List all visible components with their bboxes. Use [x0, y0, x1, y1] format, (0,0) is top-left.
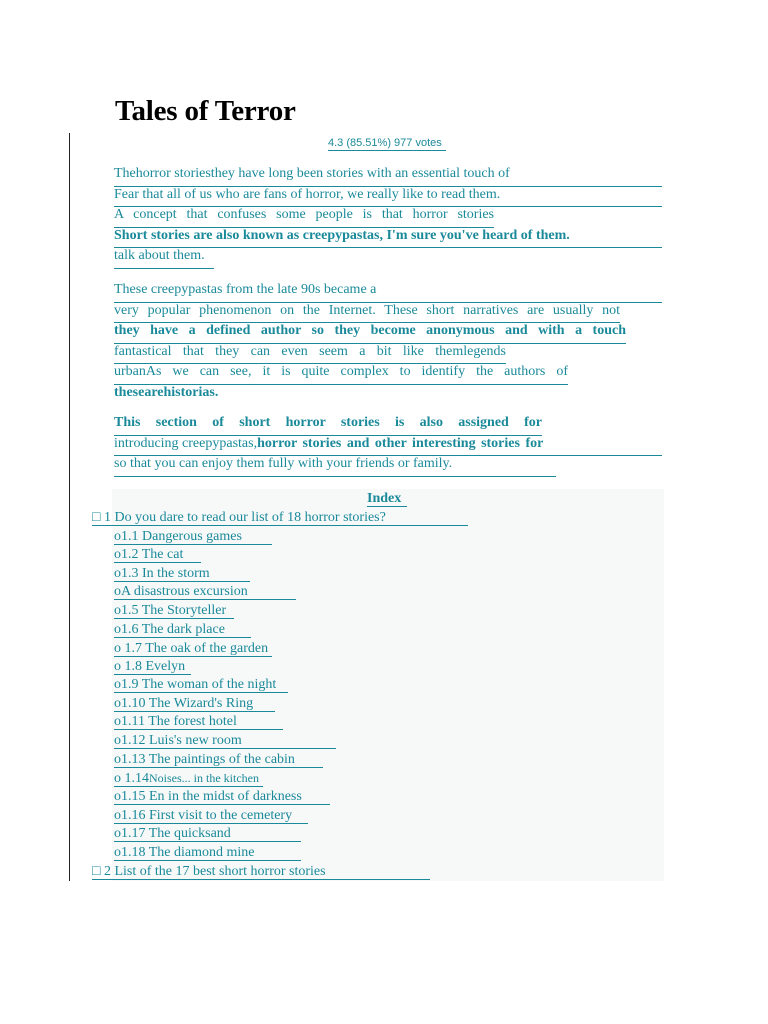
- toc-item[interactable]: o1.6 The dark place: [114, 622, 251, 638]
- intro-paragraph: [114, 166, 662, 269]
- paragraph-line: [114, 436, 662, 457]
- paragraph-line: These creepypastas from the late 90s became a: [114, 282, 662, 303]
- paragraph-line: talk about them.: [114, 248, 214, 269]
- paragraph-text-bold: horror stories and other interesting stories for: [257, 435, 544, 451]
- toc-item-number: o 1.14: [114, 771, 149, 786]
- index-heading[interactable]: Index: [367, 491, 407, 507]
- toc-item[interactable]: o1.15 En in the midst of darkness: [114, 789, 330, 805]
- paragraph-line: Short stories are also known as creepypastas, I'm sure you've heard of them.: [114, 228, 662, 249]
- toc-item-label: Noises... in the kitchen: [149, 771, 259, 785]
- paragraph-line: very popular phenomenon on the Internet. These short narratives are usually not: [114, 303, 620, 324]
- toc-item[interactable]: o1.16 First visit to the cemetery: [114, 808, 308, 824]
- paragraph-line: This section of short horror stories is also assigned for: [114, 415, 542, 436]
- toc-item[interactable]: o1.2 The cat: [114, 547, 201, 563]
- paragraph-line: urbanAs we can see, it is quite complex to identify the authors of: [114, 364, 568, 385]
- toc-item[interactable]: o1.5 The Storyteller: [114, 603, 234, 619]
- paragraph-text: introducing creepypastas,: [114, 435, 258, 451]
- toc-item[interactable]: o 1.7 The oak of the garden: [114, 641, 272, 657]
- toc-item[interactable]: o1.13 The paintings of the cabin: [114, 752, 323, 768]
- section-intro-paragraph: [114, 415, 662, 477]
- toc-item[interactable]: o1.18 The diamond mine: [114, 845, 301, 861]
- toc-item[interactable]: o1.3 In the storm: [114, 566, 250, 582]
- toc-section-2[interactable]: □ 2 List of the 17 best short horror stories: [92, 864, 430, 880]
- toc-item[interactable]: o1.10 The Wizard's Ring: [114, 696, 275, 712]
- toc-item[interactable]: o 1.8 Evelyn: [114, 659, 191, 675]
- toc-section-1[interactable]: □ 1 Do you dare to read our list of 18 horror stories?: [92, 510, 468, 526]
- toc-item[interactable]: oA disastrous excursion: [114, 584, 296, 600]
- paragraph-line: A concept that confuses some people is that horror stories: [114, 207, 494, 228]
- toc-item[interactable]: o1.17 The quicksand: [114, 826, 301, 842]
- paragraph-line: Thehorror storiesthey have long been stories with an essential touch of: [114, 166, 662, 187]
- left-margin-rule: [69, 133, 70, 881]
- toc-item[interactable]: o1.9 The woman of the night: [114, 677, 288, 693]
- rating-link[interactable]: 4.3 (85.51%) 977 votes: [328, 136, 446, 151]
- page-title: Tales of Terror: [115, 95, 296, 127]
- paragraph-line: Fear that all of us who are fans of horror, we really like to read them.: [114, 187, 662, 208]
- creepypasta-paragraph: [114, 282, 662, 405]
- toc-item[interactable]: o1.12 Luis's new room: [114, 733, 336, 749]
- toc-item[interactable]: [114, 771, 263, 787]
- paragraph-line: so that you can enjoy them fully with your friends or family.: [114, 456, 556, 477]
- toc-item[interactable]: o1.11 The forest hotel: [114, 714, 283, 730]
- paragraph-line: thesearehistorias.: [114, 384, 219, 400]
- toc-item[interactable]: o1.1 Dangerous games: [114, 529, 272, 545]
- paragraph-line: they have a defined author so they become anonymous and with a touch: [114, 323, 626, 344]
- paragraph-line: fantastical that they can even seem a bit like themlegends: [114, 344, 506, 365]
